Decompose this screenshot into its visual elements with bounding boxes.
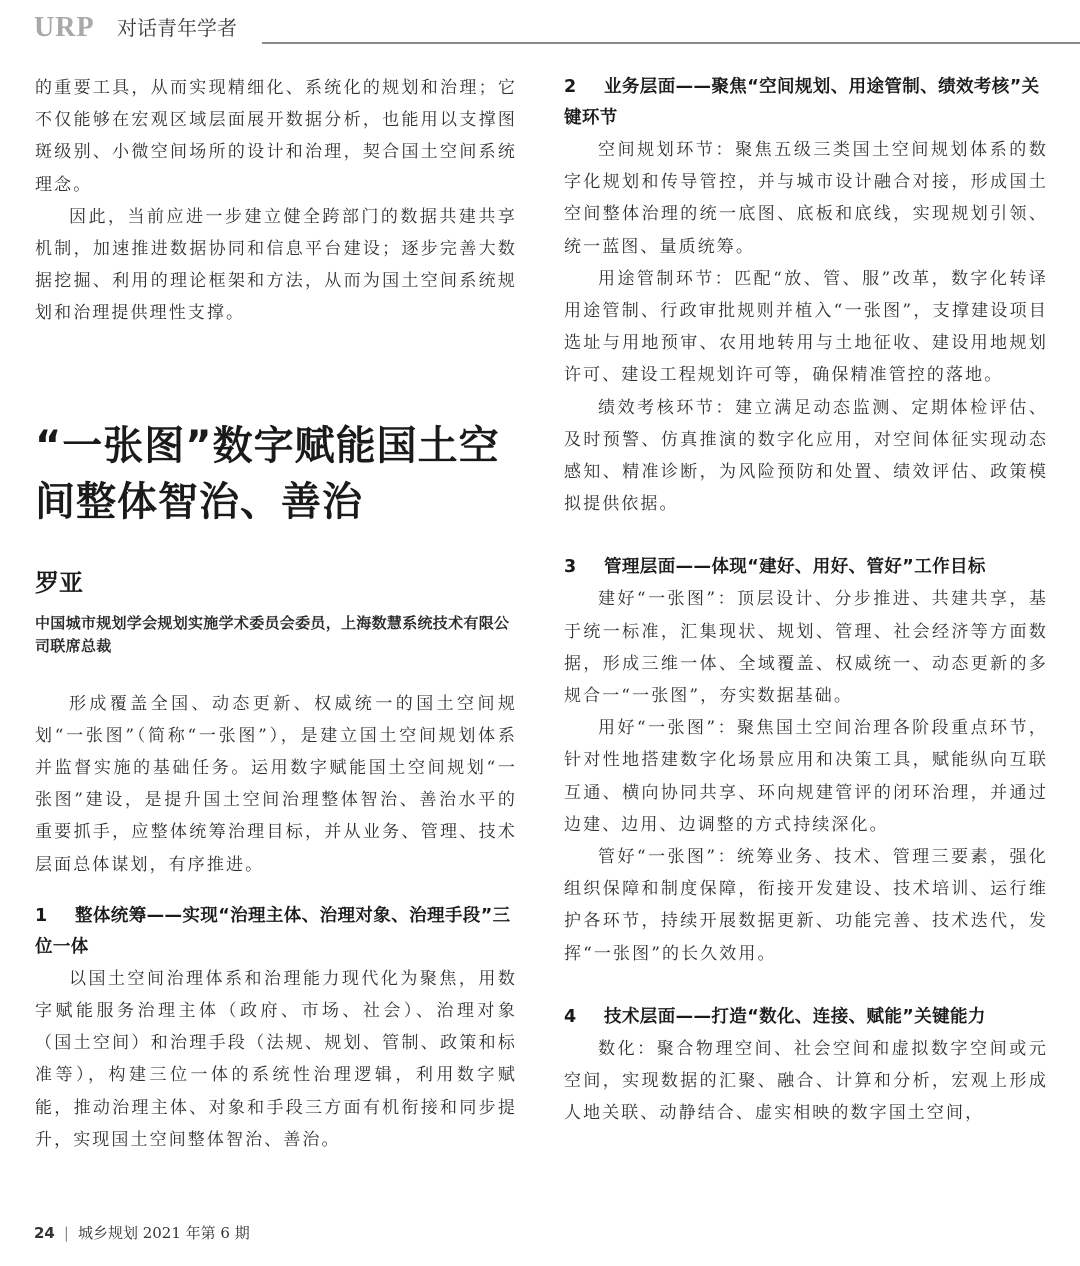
article-title: “一张图”数字赋能国土空间整体智治、善治 [35,422,500,525]
section-paragraph: 空间规划环节：聚焦五级三类国土空间规划体系的数字化规划和传导管控，并与城市设计融合对接，形成国土空间整体治理的统一底图、底板和底线，实现规划引领、统一蓝图、量质统筹。 [564,140,1048,257]
footer-separator: | [63,1224,69,1242]
section-heading [35,901,517,963]
header-rule [262,42,1080,44]
page-footer [34,1222,250,1243]
section-number: 1 [35,905,48,926]
section-heading [564,72,1048,134]
left-column [35,72,517,1156]
right-column [564,72,1048,1129]
author-name: 罗亚 [35,568,83,597]
section-paragraph: 数化：聚合物理空间、社会空间和虚拟数字空间或元空间，实现数据的汇聚、融合、计算和分析，宏观上形成人地关联、动静结合、虚实相映的数字国土空间， [564,1038,1048,1124]
section-title: 业务层面——聚焦“空间规划、用途管制、绩效考核”关键环节 [564,77,1040,128]
section-title: 整体统筹——实现“治理主体、治理对象、治理手段”三位一体 [35,905,511,957]
column-name: 对话青年学者 [117,16,237,40]
section-number: 2 [564,77,577,97]
section-number: 4 [564,1006,577,1027]
intro-paragraph: 因此，当前应进一步建立健全跨部门的数据共建共享机制，加速推进数据协同和信息平台建设；逐步完善大数据挖掘、利用的理论框架和方法，从而为国土空间系统规划和治理提供理性支撑。 [35,206,517,324]
section-number: 3 [564,557,577,578]
section-paragraph: 建好“一张图”：顶层设计、分步推进、共建共享，基于统一标准，汇集现状、规划、管理、社会经济等方面数据，形成三维一体、全域覆盖、权威统一、动态更新的多规合一“一张图”，夯实数据基础。 [564,589,1048,707]
journal-issue: 城乡规划 2021 年第 6 期 [77,1224,250,1242]
intro-paragraph: 的重要工具，从而实现精细化、系统化的规划和治理；它不仅能够在宏观区域层面展开数据分析，也能用以支撑图斑级别、小微空间场所的设计和治理，契合国土空间系统理念。 [35,78,517,195]
section-paragraph: 用途管制环节：匹配“放、管、服”改革，数字化转译用途管制、行政审批规则并植入“一张图”，支撑建设项目选址与用地预审、农用地转用与土地征收、建设用地规划许可、建设工程规划许可等，确保精准管控的落地。 [564,268,1048,386]
section-heading [564,552,1048,583]
section-paragraph: 管好“一张图”：统筹业务、技术、管理三要素，强化组织保障和制度保障，衔接开发建设、技术培训、运行维护各环节，持续开展数据更新、功能完善、技术迭代，发挥“一张图”的长久效用。 [564,847,1048,964]
section-title: 管理层面——体现“建好、用好、管好”工作目标 [604,557,986,578]
section-heading [564,1002,1048,1033]
section-paragraph: 以国土空间治理体系和治理能力现代化为聚焦，用数字赋能服务治理主体（政府、市场、社会）、治理对象（国土空间）和治理手段（法规、规划、管制、政策和标准等），构建三位一体的系统性治理逻辑，利用数字赋能，推动治理主体、对象和手段三方面有机衔接和同步提升，实现国土空间整体智治、善治。 [35,968,517,1150]
section-paragraph: 用好“一张图”：聚焦国土空间治理各阶段重点环节，针对性地搭建数字化场景应用和决策工具，赋能纵向互联互通、横向协同共享、环向规建管评的闭环治理，并通过边建、边用、边调整的方式持续深化。 [564,718,1048,835]
section-title: 技术层面——打造“数化、连接、赋能”关键能力 [604,1006,986,1027]
page-number: 24 [34,1224,55,1242]
page-header [0,0,1080,46]
abstract-paragraph: 形成覆盖全国、动态更新、权威统一的国土空间规划“一张图”（简称“一张图”），是建立国土空间规划体系并监督实施的基础任务。运用数字赋能国土空间规划“一张图”建设，是提升国土空间治理整体智治、善治水平的重要抓手，应整体统筹治理目标，并从业务、管理、技术层面总体谋划，有序推进。 [35,693,517,875]
journal-logo: URP [34,12,95,43]
author-affiliation: 中国城市规划学会规划实施学术委员会委员，上海数慧系统技术有限公司联席总裁 [35,613,510,655]
section-paragraph: 绩效考核环节：建立满足动态监测、定期体检评估、及时预警、仿真推演的数字化应用，对空间体征实现动态感知、精准诊断，为风险预防和处置、绩效评估、政策模拟提供依据。 [564,397,1048,515]
